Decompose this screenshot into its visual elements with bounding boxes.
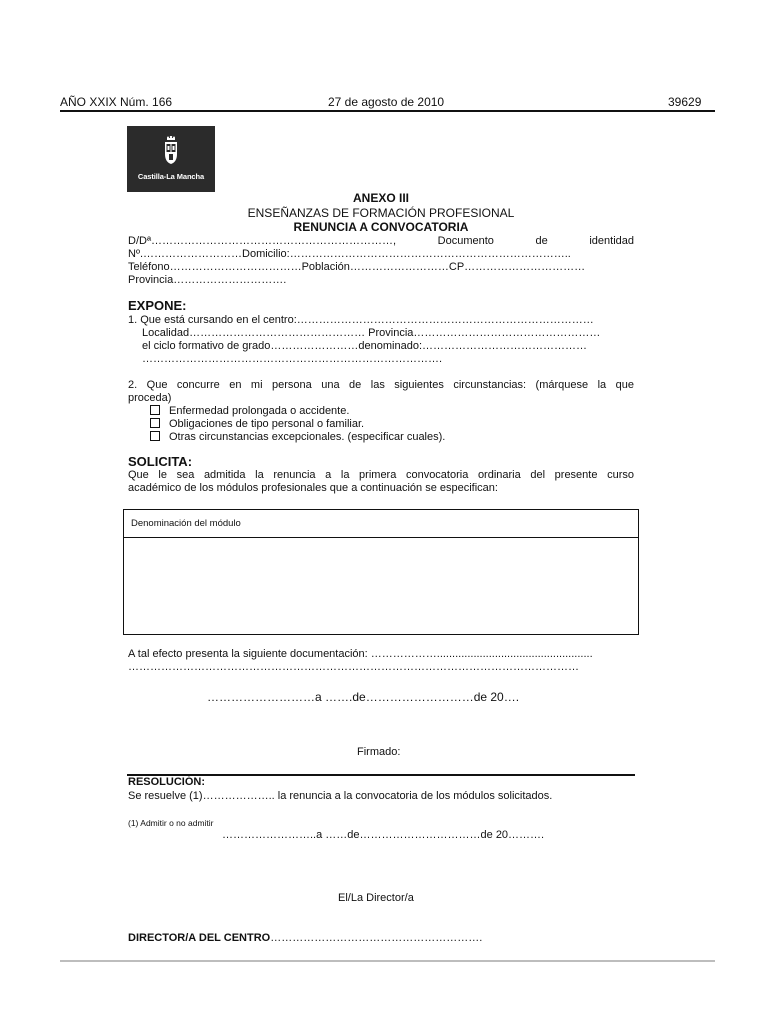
resolution-date-line: ……………………..a ……de……………………………de 20………. bbox=[222, 829, 545, 841]
expone-item1-line2: Localidad………………………………………… Provincia…………………………………………… bbox=[142, 327, 601, 339]
module-column-label: Denominación del módulo bbox=[131, 518, 241, 529]
checkbox-icon[interactable] bbox=[150, 431, 160, 441]
expone-heading: EXPONE: bbox=[128, 298, 187, 313]
phone-line: Teléfono………………………………Población………………………CP…………………………… bbox=[128, 261, 586, 273]
option-personal-obligations[interactable] bbox=[150, 418, 364, 430]
option-label: Otras circunstancias excepcionales. (especificar cuales). bbox=[169, 431, 446, 443]
annex-title: ANEXO III bbox=[352, 191, 409, 205]
place-date-line: ………………………a …….de………………………de 20…. bbox=[207, 690, 520, 704]
module-table bbox=[123, 509, 639, 635]
resolution-heading: RESOLUCIÓN: bbox=[128, 776, 205, 788]
expone-item2-line2: proceda) bbox=[128, 392, 172, 404]
director-signature-line bbox=[128, 932, 482, 944]
footer-rule bbox=[60, 960, 715, 962]
form-heading: RENUNCIA A CONVOCATORIA bbox=[293, 220, 469, 234]
option-label: Obligaciones de tipo personal o familiar. bbox=[169, 418, 365, 430]
province-line: Provincia…………………………. bbox=[128, 274, 287, 286]
issue-number: AÑO XXIX Núm. 166 bbox=[60, 95, 173, 109]
director-line-text: DIRECTOR/A DEL CENTRO…………………………………………………. bbox=[128, 932, 483, 944]
signature-label: Firmado: bbox=[357, 746, 401, 758]
director-label: El/La Director/a bbox=[338, 892, 414, 904]
resolution-line: Se resuelve (1)……………….. la renuncia a la convocatoria de los módulos solicitados. bbox=[128, 790, 553, 802]
option-illness[interactable] bbox=[150, 405, 349, 417]
castilla-la-mancha-logo bbox=[127, 126, 215, 192]
documentation-line1: A tal efecto presenta la siguiente documentación: ………………................................................... bbox=[128, 648, 593, 660]
logo-text: Castilla-La Mancha bbox=[137, 172, 205, 181]
header-rule bbox=[60, 110, 715, 112]
documentation-line2: …………………………………………………………………………………………………………… bbox=[128, 661, 579, 673]
solicita-line2: académico de los módulos profesionales que a continuación se especifican: bbox=[128, 482, 498, 494]
solicita-heading: SOLICITA: bbox=[128, 454, 193, 469]
option-label: Enfermedad prolongada o accidente. bbox=[169, 405, 350, 417]
expone-item1-line1: 1. Que está cursando en el centro:……………………………………………………………………… bbox=[128, 314, 594, 326]
coat-of-arms-icon bbox=[159, 136, 183, 168]
module-table-header bbox=[124, 510, 638, 538]
solicita-line1: Que le sea admitida la renuncia a la primera convocatoria ordinaria del presente curso bbox=[128, 469, 634, 481]
resolution-footnote: (1) Admitir o no admitir bbox=[128, 818, 214, 828]
publication-date: 27 de agosto de 2010 bbox=[328, 95, 445, 109]
applicant-name-line: D/Dª…………………………………………………………, Documento de identidad bbox=[128, 235, 634, 247]
address-line: Nº.………………………Domicilio:………………………………………………………………….. bbox=[128, 248, 571, 260]
expone-item2-line1: 2. Que concurre en mi persona una de las siguientes circunstancias: (márquese la que bbox=[128, 379, 634, 391]
expone-item1-line3: el ciclo formativo de grado……………………denominado:……………………………………… bbox=[142, 340, 588, 352]
page-number: 39629 bbox=[668, 95, 702, 109]
checkbox-icon[interactable] bbox=[150, 418, 160, 428]
option-other-circumstances[interactable] bbox=[150, 431, 445, 443]
annex-subtitle: ENSEÑANZAS DE FORMACIÓN PROFESIONAL bbox=[247, 206, 515, 220]
checkbox-icon[interactable] bbox=[150, 405, 160, 415]
expone-item1-line4: ………………………………………………………………………. bbox=[142, 353, 443, 365]
